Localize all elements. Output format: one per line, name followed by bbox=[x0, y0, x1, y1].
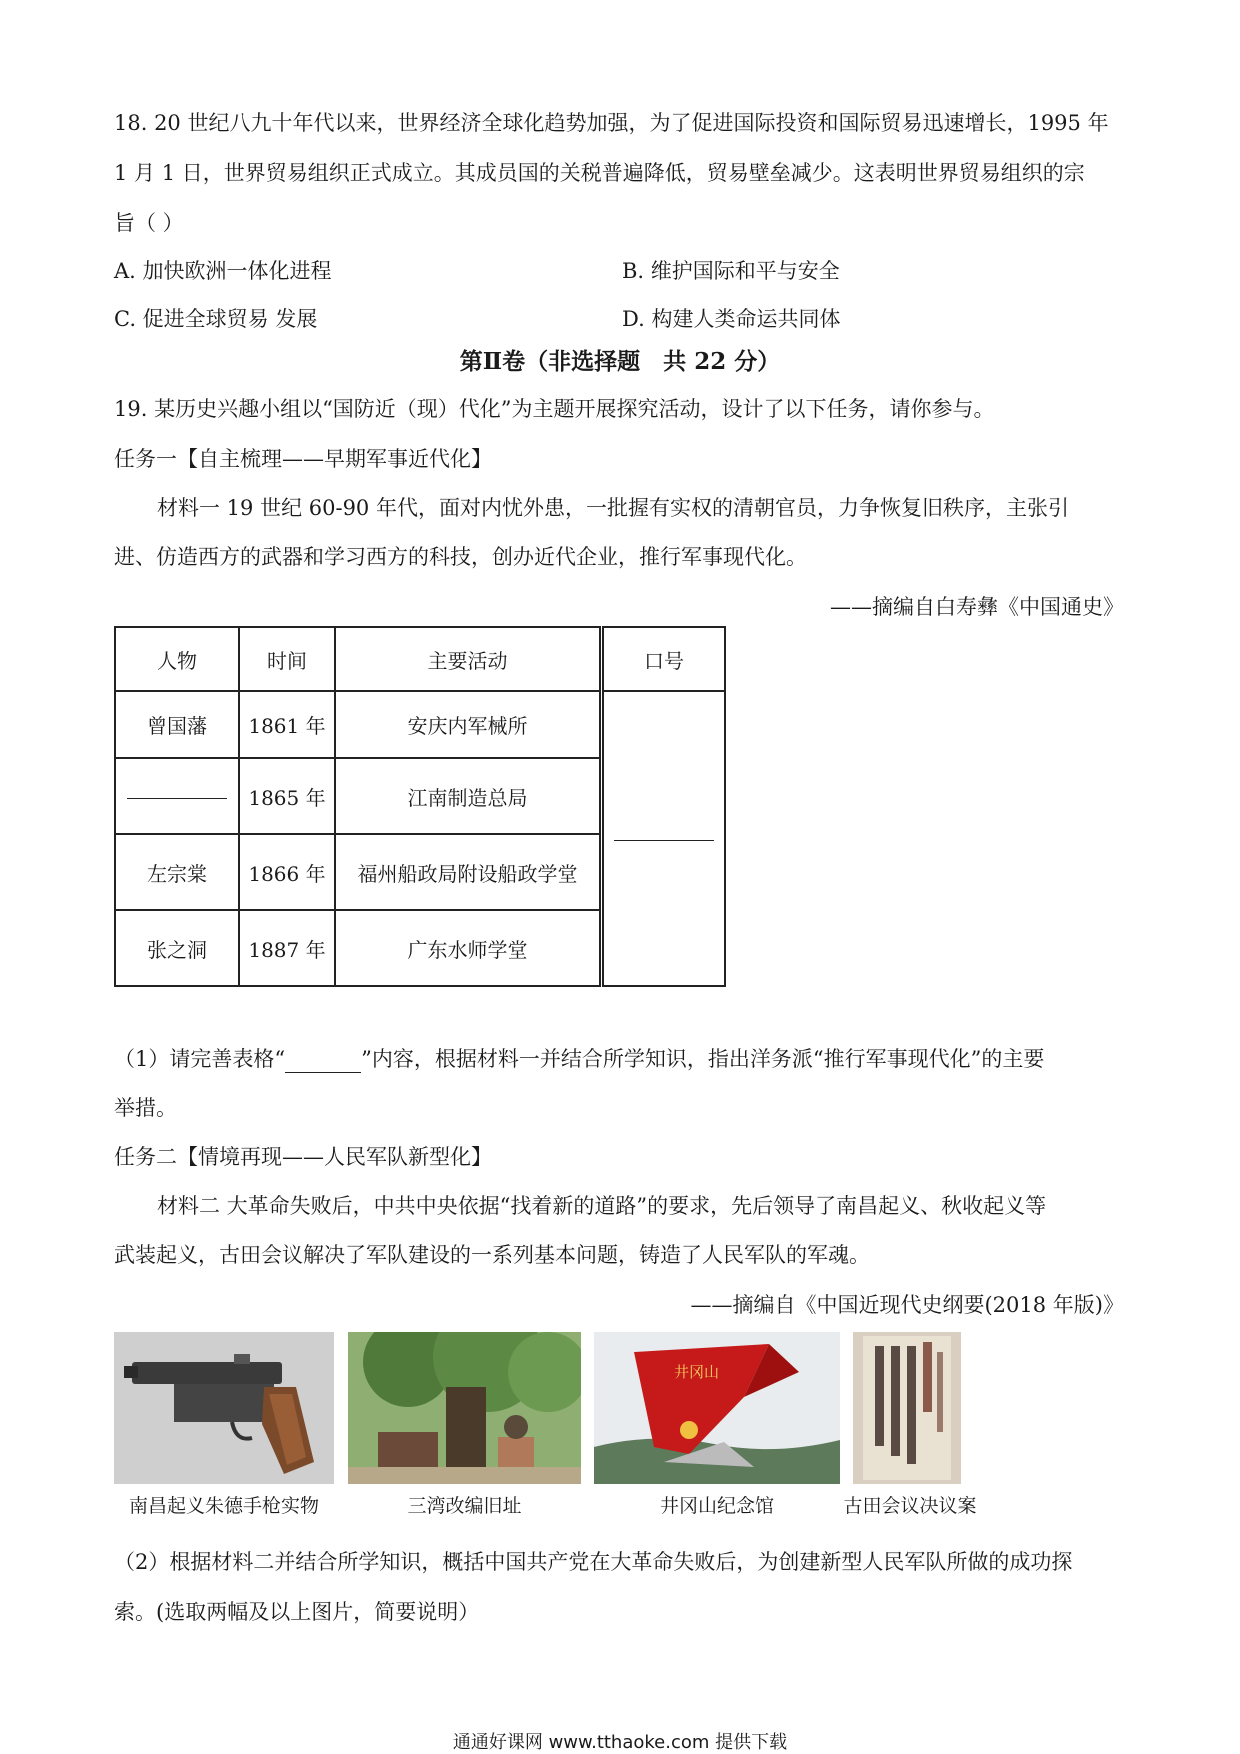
cell-person: 左宗棠 bbox=[115, 834, 239, 910]
caption-sanwan: 三湾改编旧址 bbox=[407, 1495, 522, 1517]
table-row bbox=[115, 691, 725, 758]
cell-activity: 安庆内军械所 bbox=[335, 691, 602, 758]
sub-question-2-line-1: （2）根据材料二并结合所学知识，概括中国共产党在大革命失败后，为创建新型人民军队所做的成功探 bbox=[114, 1550, 1073, 1574]
cell-person-blank bbox=[115, 758, 239, 834]
cell-year: 1865 年 bbox=[239, 758, 335, 834]
task-one-heading: 任务一【自主梳理——早期军事近代化】 bbox=[114, 447, 492, 471]
slogan-blank bbox=[614, 839, 714, 841]
gutian-photo bbox=[853, 1332, 961, 1484]
material-one-line-1: 材料一 19 世纪 60-90 年代，面对内忧外患，一批握有实权的清朝官员，力争恢复旧秩序，主张引 bbox=[157, 496, 1069, 520]
cell-year: 1887 年 bbox=[239, 910, 335, 986]
caption-pistol: 南昌起义朱德手枪实物 bbox=[128, 1495, 319, 1517]
cell-activity: 广东水师学堂 bbox=[335, 910, 602, 986]
section-title: 第Ⅱ卷（非选择题 共 22 分） bbox=[459, 348, 781, 375]
person-blank bbox=[127, 797, 227, 799]
header-slogan: 口号 bbox=[602, 627, 726, 691]
sub-question-1-line-1 bbox=[114, 1043, 1044, 1073]
jinggangshan-photo bbox=[594, 1332, 840, 1484]
option-a: A. 加快欧洲一体化进程 bbox=[114, 259, 332, 283]
header-time: 时间 bbox=[239, 627, 335, 691]
sub-question-1-line-2: 举措。 bbox=[114, 1096, 177, 1120]
sanwan-photo bbox=[348, 1332, 581, 1484]
monument-icon bbox=[594, 1332, 840, 1484]
cell-activity: 福州船政局附设船政学堂 bbox=[335, 834, 602, 910]
option-b: B. 维护国际和平与安全 bbox=[622, 259, 840, 283]
header-person: 人物 bbox=[115, 627, 239, 691]
cell-activity: 江南制造总局 bbox=[335, 758, 602, 834]
material-two-line-1: 材料二 大革命失败后，中共中央依据“找着新的道路”的要求，先后领导了南昌起义、秋收起义等 bbox=[157, 1194, 1047, 1218]
inline-blank bbox=[285, 1052, 361, 1073]
material-one-source: ——摘编自白寿彝《中国通史》 bbox=[830, 595, 1124, 619]
option-d: D. 构建人类命运共同体 bbox=[622, 307, 841, 331]
q19-intro: 19. 某历史兴趣小组以“国防近（现）代化”为主题开展探究活动，设计了以下任务，请你参与。 bbox=[114, 397, 995, 421]
pistol-photo bbox=[114, 1332, 334, 1484]
footer-text: 通通好课网 www.tthaoke.com 提供下载 bbox=[452, 1732, 788, 1753]
cell-person: 张之洞 bbox=[115, 910, 239, 986]
sub-question-1-part-b: ”内容，根据材料一并结合所学知识，指出洋务派“推行军事现代化”的主要 bbox=[361, 1047, 1045, 1071]
q18-line-1: 18. 20 世纪八九十年代以来，世界经济全球化趋势加强，为了促进国际投资和国际贸易迅速增长，1995 年 bbox=[114, 111, 1109, 135]
slogan-blank-cell bbox=[602, 691, 726, 986]
sub-question-1-part-a: （1）请完善表格“ bbox=[114, 1047, 286, 1071]
q18-line-3: 旨（ ） bbox=[114, 211, 184, 235]
q18-line-2: 1 月 1 日，世界贸易组织正式成立。其成员国的关税普遍降低，贸易壁垒减少。这表明世界贸易组织的宗 bbox=[114, 161, 1085, 185]
caption-gutian: 古田会议决议案 bbox=[843, 1495, 977, 1517]
tree-icon bbox=[348, 1332, 581, 1484]
task-two-heading: 任务二【情境再现——人民军队新型化】 bbox=[114, 1145, 492, 1169]
material-one-line-2: 进、仿造西方的武器和学习西方的科技，创办近代企业，推行军事现代化。 bbox=[114, 545, 807, 569]
header-activity: 主要活动 bbox=[335, 627, 602, 691]
cell-person: 曾国藩 bbox=[115, 691, 239, 758]
document-icon bbox=[853, 1332, 961, 1484]
caption-jinggangshan: 井冈山纪念馆 bbox=[659, 1495, 774, 1517]
pistol-icon bbox=[114, 1332, 334, 1484]
material-two-line-2: 武装起义，古田会议解决了军队建设的一系列基本问题，铸造了人民军队的军魂。 bbox=[114, 1243, 870, 1267]
cell-year: 1866 年 bbox=[239, 834, 335, 910]
material-two-source: ——摘编自《中国近现代史纲要(2018 年版)》 bbox=[690, 1293, 1124, 1317]
table-header-row bbox=[115, 627, 725, 691]
sub-question-2-line-2: 索。(选取两幅及以上图片，简要说明） bbox=[114, 1600, 480, 1624]
westernization-table bbox=[114, 626, 726, 987]
monument-text: 井冈山 bbox=[674, 1363, 720, 1381]
cell-year: 1861 年 bbox=[239, 691, 335, 758]
option-c: C. 促进全球贸易 发展 bbox=[114, 307, 318, 331]
